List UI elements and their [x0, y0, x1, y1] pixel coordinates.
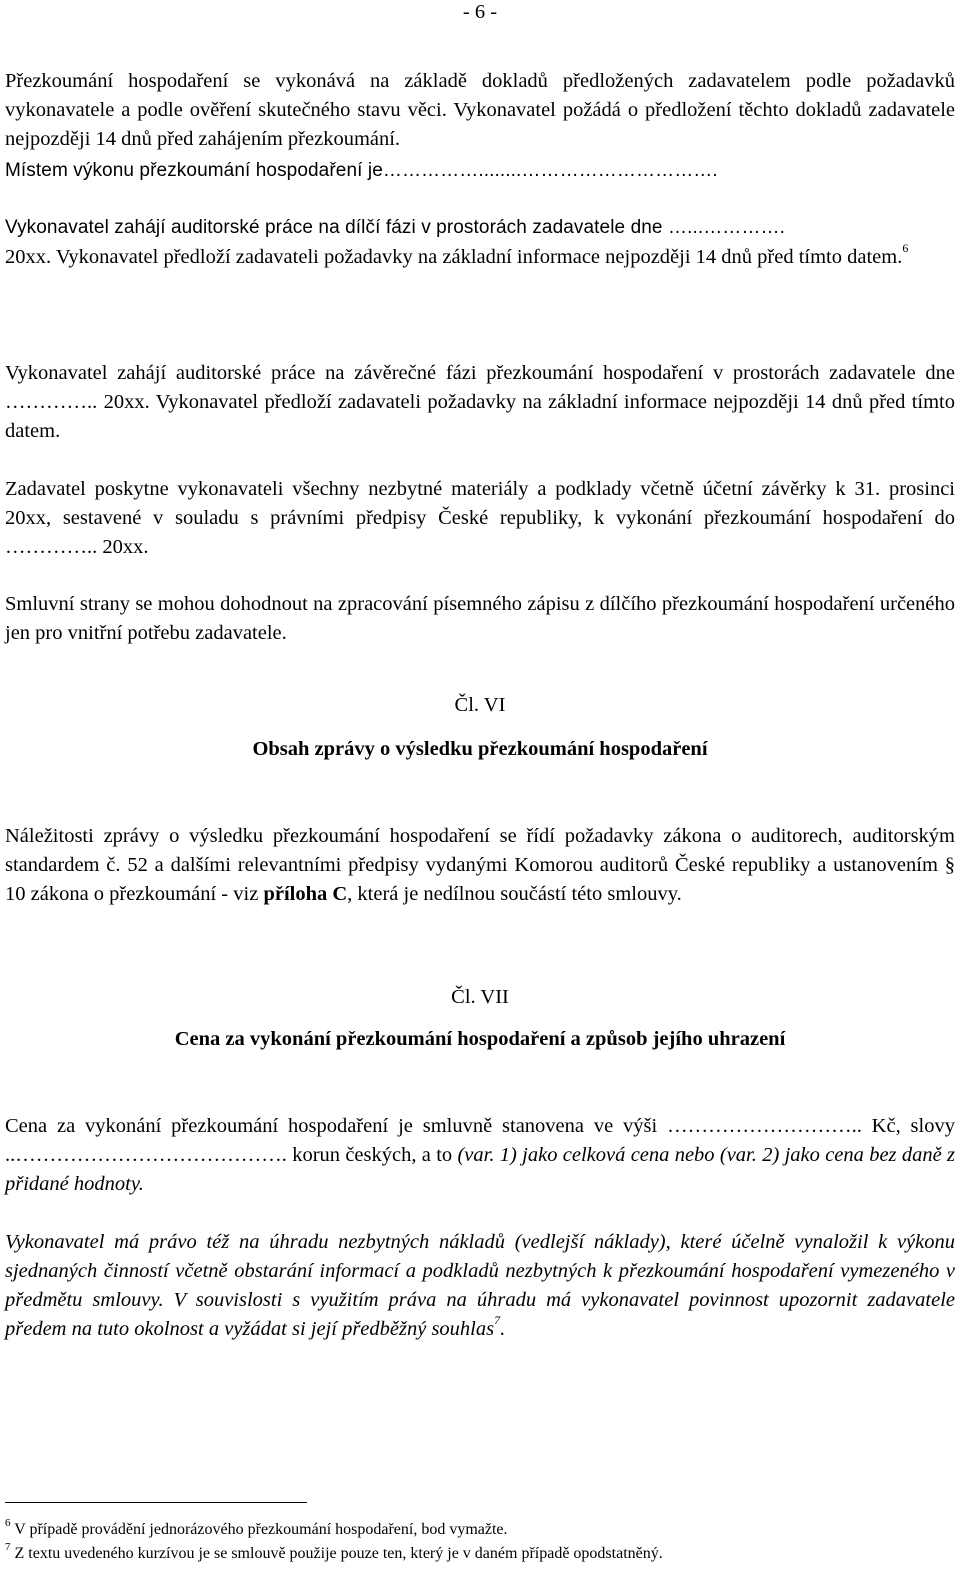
footnote-6: [5, 1518, 955, 1541]
price-variants: (var. 1) jako celková cena nebo (var. 2) jako cena bez daně z přidané hodnoty.: [5, 1144, 955, 1195]
side-costs-end: .: [500, 1318, 506, 1340]
article-6-title: Obsah zprávy o výsledku přezkoumání hospodaření: [252, 738, 708, 760]
footnote-text: Z textu uvedeného kurzívou je se smlouvě použije pouze ten, který je v daném případě opodstatněný.: [10, 1545, 663, 1562]
page-number: - 6 -: [462, 1, 498, 23]
article-7-title: Cena za vykonání přezkoumání hospodaření a způsob jejího uhrazení: [174, 1028, 786, 1050]
paragraph-inspection-basis: Přezkoumání hospodaření se vykonává na základě dokladů předložených zadavatelem podle požadavků vykonavatele a podle ověření skutečného stavu věci. Vykonavatel požádá o předložení těchto dokladů zadavatele nejpozději 14 dnů před zahájením přezkoumání.: [5, 70, 955, 150]
paragraph-report-content: [5, 822, 955, 909]
paragraph-partial-record: Smluvní strany se mohou dohodnout na zpracování písemného zápisu z dílčího přezkoumání hospodaření určeného jen pro vnitřní potřebu zadavatele.: [5, 593, 955, 644]
partial-phase-rest: [5, 243, 955, 272]
price-text: Cena za vykonání přezkoumání hospodaření je smluvně stanovena ve výši ……………………….. Kč, slovy ..…………………………………. korun českých, a to: [5, 1115, 955, 1166]
footnote-ref-6[interactable]: 6: [902, 241, 909, 256]
annex-c-reference: příloha C: [263, 883, 348, 905]
paragraph-partial-phase: [5, 213, 955, 272]
footnote-7: [5, 1542, 955, 1565]
paragraph-side-costs: [5, 1228, 955, 1344]
report-content-text: Náležitosti zprávy o výsledku přezkoumání hospodaření se řídí požadavky zákona o auditorech, auditorským standardem č. 52 a dalšími relevantními předpisy vydanými Komorou auditorů České republiky a ustanovením § 10 zákona o přezkoumání - viz: [5, 825, 955, 905]
footnote-text: V případě provádění jednorázového přezkoumání hospodaření, bod vymažte.: [10, 1521, 508, 1538]
paragraph-price: [5, 1112, 955, 1199]
paragraph-materials: Zadavatel poskytne vykonavateli všechny nezbytné materiály a podklady včetně účetní závěrky k 31. prosinci 20xx, sestavené v souladu s právními předpisy České republiky, k vykonání přezkoumání hospodaření do ………….. 20xx.: [5, 478, 955, 558]
article-7-number: Čl. VII: [451, 986, 509, 1008]
side-costs-text: Vykonavatel má právo též na úhradu nezbytných nákladů (vedlejší náklady), které účelně vynaložil k výkonu sjednaných činností včetně obstarání informací a podkladů nezbytných k přezkoumání hospodaření vymezeného v předmětu smlouvy. V souvislosti s využitím práva na úhradu má vykonavatel povinnost upozornit zadavatele předem na tuto okolnost a vyžádat si její předběžný souhlas: [5, 1231, 955, 1340]
footnote-number: 6: [5, 1516, 11, 1529]
paragraph-inspection-place: Místem výkonu přezkoumání hospodaření je……………........………………………….: [5, 160, 718, 181]
footnote-separator: [5, 1502, 307, 1503]
footnote-number: 7: [5, 1540, 11, 1553]
paragraph-final-phase: Vykonavatel zahájí auditorské práce na závěrečné fázi přezkoumání hospodaření v prostorách zadavatele dne ………….. 20xx. Vykonavatel předloží zadavateli požadavky na základní informace nejpozději 14 dnů před tímto datem.: [5, 362, 955, 442]
partial-phase-line1: Vykonavatel zahájí auditorské práce na dílčí fázi v prostorách zadavatele dne …...………….: [5, 217, 785, 238]
report-content-text-end: , která je nedílnou součástí této smlouvy.: [347, 883, 682, 905]
footnote-ref-7[interactable]: 7: [494, 1313, 501, 1328]
partial-phase-text: 20xx. Vykonavatel předloží zadavateli požadavky na základní informace nejpozději 14 dnů před tímto datem.: [5, 246, 903, 268]
article-6-number: Čl. VI: [454, 694, 506, 716]
